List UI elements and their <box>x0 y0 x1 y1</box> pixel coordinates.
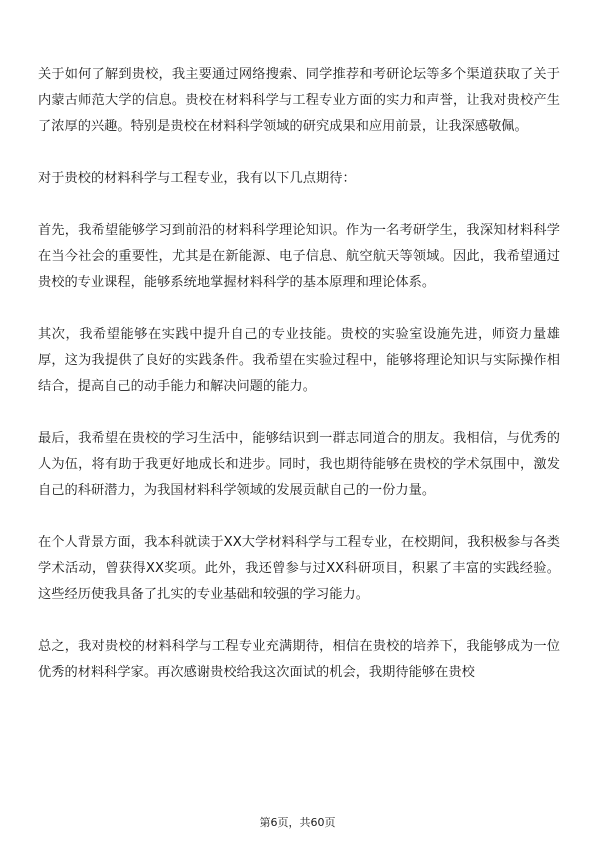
paragraph-conclusion: 总之，我对贵校的材料科学与工程专业充满期待，相信在贵校的培养下，我能够成为一位优秀的材料科学家。再次感谢贵校给我这次面试的机会，我期待能够在贵校 <box>38 639 560 680</box>
paragraph-how-learned: 关于如何了解到贵校，我主要通过网络搜索、同学推荐和考研论坛等多个渠道获取了关于内蒙古师范大学的信息。贵校在材料科学与工程专业方面的实力和声誉，让我对贵校产生了浓厚的兴趣。特别是贵校在材料科学领域的研究成果和应用前景，让我深感敬佩。 <box>38 67 560 134</box>
paragraph-expectations-intro: 对于贵校的材料科学与工程专业，我有以下几点期待： <box>38 171 356 186</box>
paragraph-personal-background: 在个人背景方面，我本科就读于XX大学材料科学与工程专业，在校期间，我积极参与各类学术活动，曾获得XX奖项。此外，我还曾参与过XX科研项目，积累了丰富的实践经验。这些经历使我具备了扎实的专业基础和较强的学习能力。 <box>38 535 560 602</box>
page-number: 第6页，共60页 <box>259 816 336 829</box>
document-body <box>38 62 560 686</box>
paragraph-last-expectation: 最后，我希望在贵校的学习生活中，能够结识到一群志同道合的朋友。我相信，与优秀的人为伍，将有助于我更好地成长和进步。同时，我也期待能够在贵校的学术氛围中，激发自己的科研潜力，为我国材料科学领域的发展贡献自己的一份力量。 <box>38 431 560 498</box>
paragraph-first-expectation: 首先，我希望能够学习到前沿的材料科学理论知识。作为一名考研学生，我深知材料科学在当今社会的重要性，尤其是在新能源、电子信息、航空航天等领域。因此，我希望通过贵校的专业课程，能够系统地掌握材料科学的基本原理和理论体系。 <box>38 223 560 290</box>
paragraph-second-expectation: 其次，我希望能够在实践中提升自己的专业技能。贵校的实验室设施先进，师资力量雄厚，这为我提供了良好的实践条件。我希望在实验过程中，能够将理论知识与实际操作相结合，提高自己的动手能力和解决问题的能力。 <box>38 327 560 394</box>
